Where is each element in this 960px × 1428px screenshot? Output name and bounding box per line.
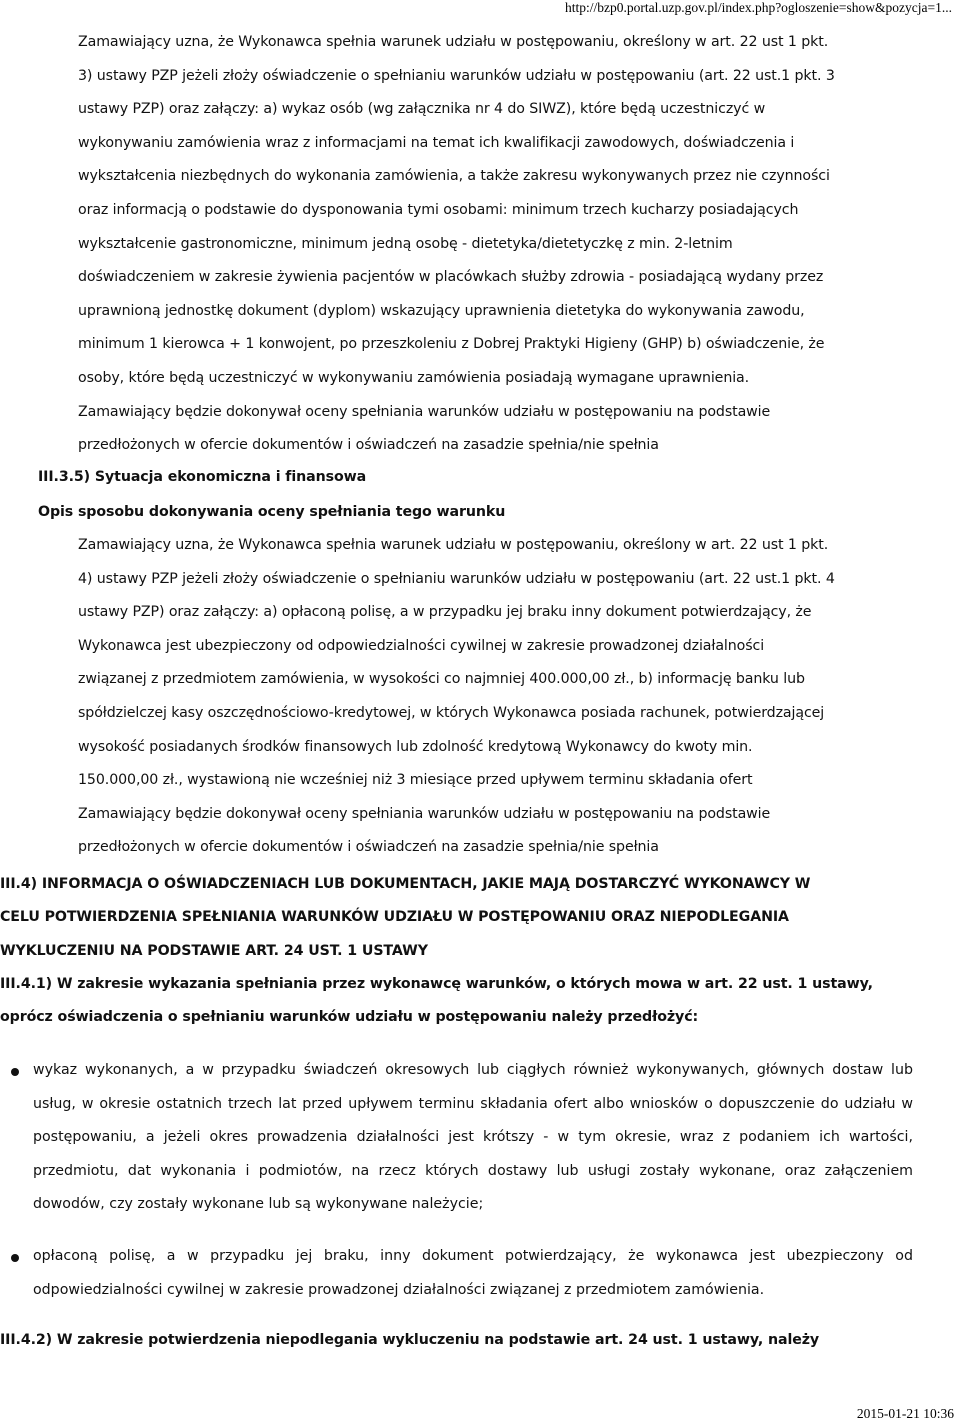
text-line: 150.000,00 zł., wystawioną nie wcześniej niż 3 miesiące przed upływem terminu składania ofert [78, 772, 753, 789]
section-heading-iii-3-5: III.3.5) Sytuacja ekonomiczna i finansowa [38, 469, 367, 485]
bullet-icon [11, 1254, 19, 1262]
text-line: uprawnioną jednostkę dokument (dyplom) wskazujący uprawnienia dietetyka do wykonywania zawodu, [78, 302, 805, 319]
heading-line: oprócz oświadczenia o spełnianiu warunków udziału w postępowaniu należy przedłożyć: [0, 1009, 699, 1026]
text-line: Zamawiający będzie dokonywał oceny spełniania warunków udziału w postępowaniu na podstawie [78, 403, 771, 420]
paragraph-personnel-conditions [78, 26, 956, 463]
section-subheading: Opis sposobu dokonywania oceny spełniania tego warunku [38, 504, 506, 520]
print-footer-datetime: 2015-01-21 10:36 [856, 1406, 954, 1421]
list-item-text: opłaconą polisę, a w przypadku jej braku, inny dokument potwierdzający, że wykonawca jest ubezpieczony od odpowiedzialności cywilnej w zakresie prowadzonej działalności związanej z przedmiotem zamówienia. [33, 1248, 913, 1298]
text-line: oraz informacją o podstawie do dysponowania tymi osobami: minimum trzech kucharzy posiadających [78, 201, 799, 218]
paragraph-financial-conditions [78, 529, 956, 865]
section-heading-iii-4-1 [0, 968, 955, 1035]
list-item [0, 1240, 913, 1307]
text-line: minimum 1 kierowca + 1 konwojent, po przeszkoleniu z Dobrej Praktyki Higieny (GHP) b) oświadczenie, że [78, 336, 825, 353]
section-heading-iii-4-2: III.4.2) W zakresie potwierdzenia niepodlegania wykluczeniu na podstawie art. 24 ust. 1 ustawy, należy [0, 1332, 820, 1348]
text-line: osoby, które będą uczestniczyć w wykonywaniu zamówienia posiadają wymagane uprawnienia. [78, 369, 750, 386]
heading-line: CELU POTWIERDZENIA SPEŁNIANIA WARUNKÓW UDZIAŁU W POSTĘPOWANIU ORAZ NIEPODLEGANIA [0, 909, 789, 926]
text-line: 4) ustawy PZP jeżeli złoży oświadczenie o spełnianiu warunków udziału w postępowaniu (art. 22 ust.1 pkt. 4 [78, 570, 835, 587]
text-line: wykształcenia niezbędnych do wykonania zamówienia, a także zakresu wykonywanych przez nie czynności [78, 168, 830, 185]
text-line: wysokość posiadanych środków finansowych lub zdolność kredytową Wykonawcy do kwoty min. [78, 738, 753, 755]
heading-line: III.4.1) W zakresie wykazania spełniania przez wykonawcę warunków, o których mowa w art. 22 ust. 1 ustawy, [0, 976, 873, 992]
text-line: Zamawiający uzna, że Wykonawca spełnia warunek udziału w postępowaniu, określony w art. 22 ust 1 pkt. [78, 34, 829, 50]
section-heading-iii-4 [0, 868, 955, 968]
list-item [0, 1054, 913, 1222]
text-line: przedłożonych w ofercie dokumentów i oświadczeń na zasadzie spełnia/nie spełnia [78, 437, 659, 454]
text-line: ustawy PZP) oraz załączy: a) wykaz osób (wg załącznika nr 4 do SIWZ), które będą uczestniczyć w [78, 101, 766, 118]
text-line: spółdzielczej kasy oszczędnościowo-kredytowej, w których Wykonawca posiada rachunek, potwierdzającej [78, 704, 825, 721]
text-line: wykonywaniu zamówienia wraz z informacjami na temat ich kwalifikacji zawodowych, doświadczenia i [78, 134, 795, 151]
text-line: ustawy PZP) oraz załączy: a) opłaconą polisę, a w przypadku jej braku inny dokument potwierdzający, że [78, 604, 812, 621]
bullet-icon [11, 1068, 19, 1076]
text-line: 3) ustawy PZP jeżeli złoży oświadczenie o spełnianiu warunków udziału w postępowaniu (art. 22 ust.1 pkt. 3 [78, 67, 835, 84]
text-line: doświadczeniem w zakresie żywienia pacjentów w placówkach służby zdrowia - posiadającą wydany przez [78, 269, 824, 286]
text-line: Zamawiający będzie dokonywał oceny spełniania warunków udziału w postępowaniu na podstawie [78, 805, 771, 822]
list-item-text: wykaz wykonanych, a w przypadku świadczeń okresowych lub ciągłych również wykonywanych, głównych dostaw lub usług, w okresie ostatnich trzech lat przed upływem terminu składania ofert albo wniosków o dopuszczenie do udziału w postępowaniu, a jeżeli okres prowadzenia działalności jest krótszy - w tym okresie, wraz z podaniem ich wartości, przedmiotu, dat wykonania i podmiotów, na rzecz których dostawy lub usługi zostały wykonane, oraz załączeniem dowodów, czy zostały wykonane lub są wykonywane należycie; [33, 1062, 913, 1213]
text-line: Wykonawca jest ubezpieczony od odpowiedzialności cywilnej w zakresie prowadzonej działalności [78, 637, 765, 654]
heading-line: III.4) INFORMACJA O OŚWIADCZENIACH LUB DOKUMENTACH, JAKIE MAJĄ DOSTARCZYĆ WYKONAWCY W [0, 876, 811, 892]
text-line: wykształcenie gastronomiczne, minimum jedną osobę - dietetyka/dietetyczkę z min. 2-letnim [78, 235, 733, 252]
heading-line: WYKLUCZENIU NA PODSTAWIE ART. 24 UST. 1 USTAWY [0, 942, 428, 959]
text-line: przedłożonych w ofercie dokumentów i oświadczeń na zasadzie spełnia/nie spełnia [78, 839, 659, 856]
text-line: Zamawiający uzna, że Wykonawca spełnia warunek udziału w postępowaniu, określony w art. 22 ust 1 pkt. [78, 537, 829, 553]
print-header-url: http://bzp0.portal.uzp.gov.pl/index.php?ogloszenie=show&pozycja=1... [564, 0, 952, 15]
text-line: związanej z przedmiotem zamówienia, w wysokości co najmniej 400.000,00 zł., b) informację banku lub [78, 671, 805, 688]
